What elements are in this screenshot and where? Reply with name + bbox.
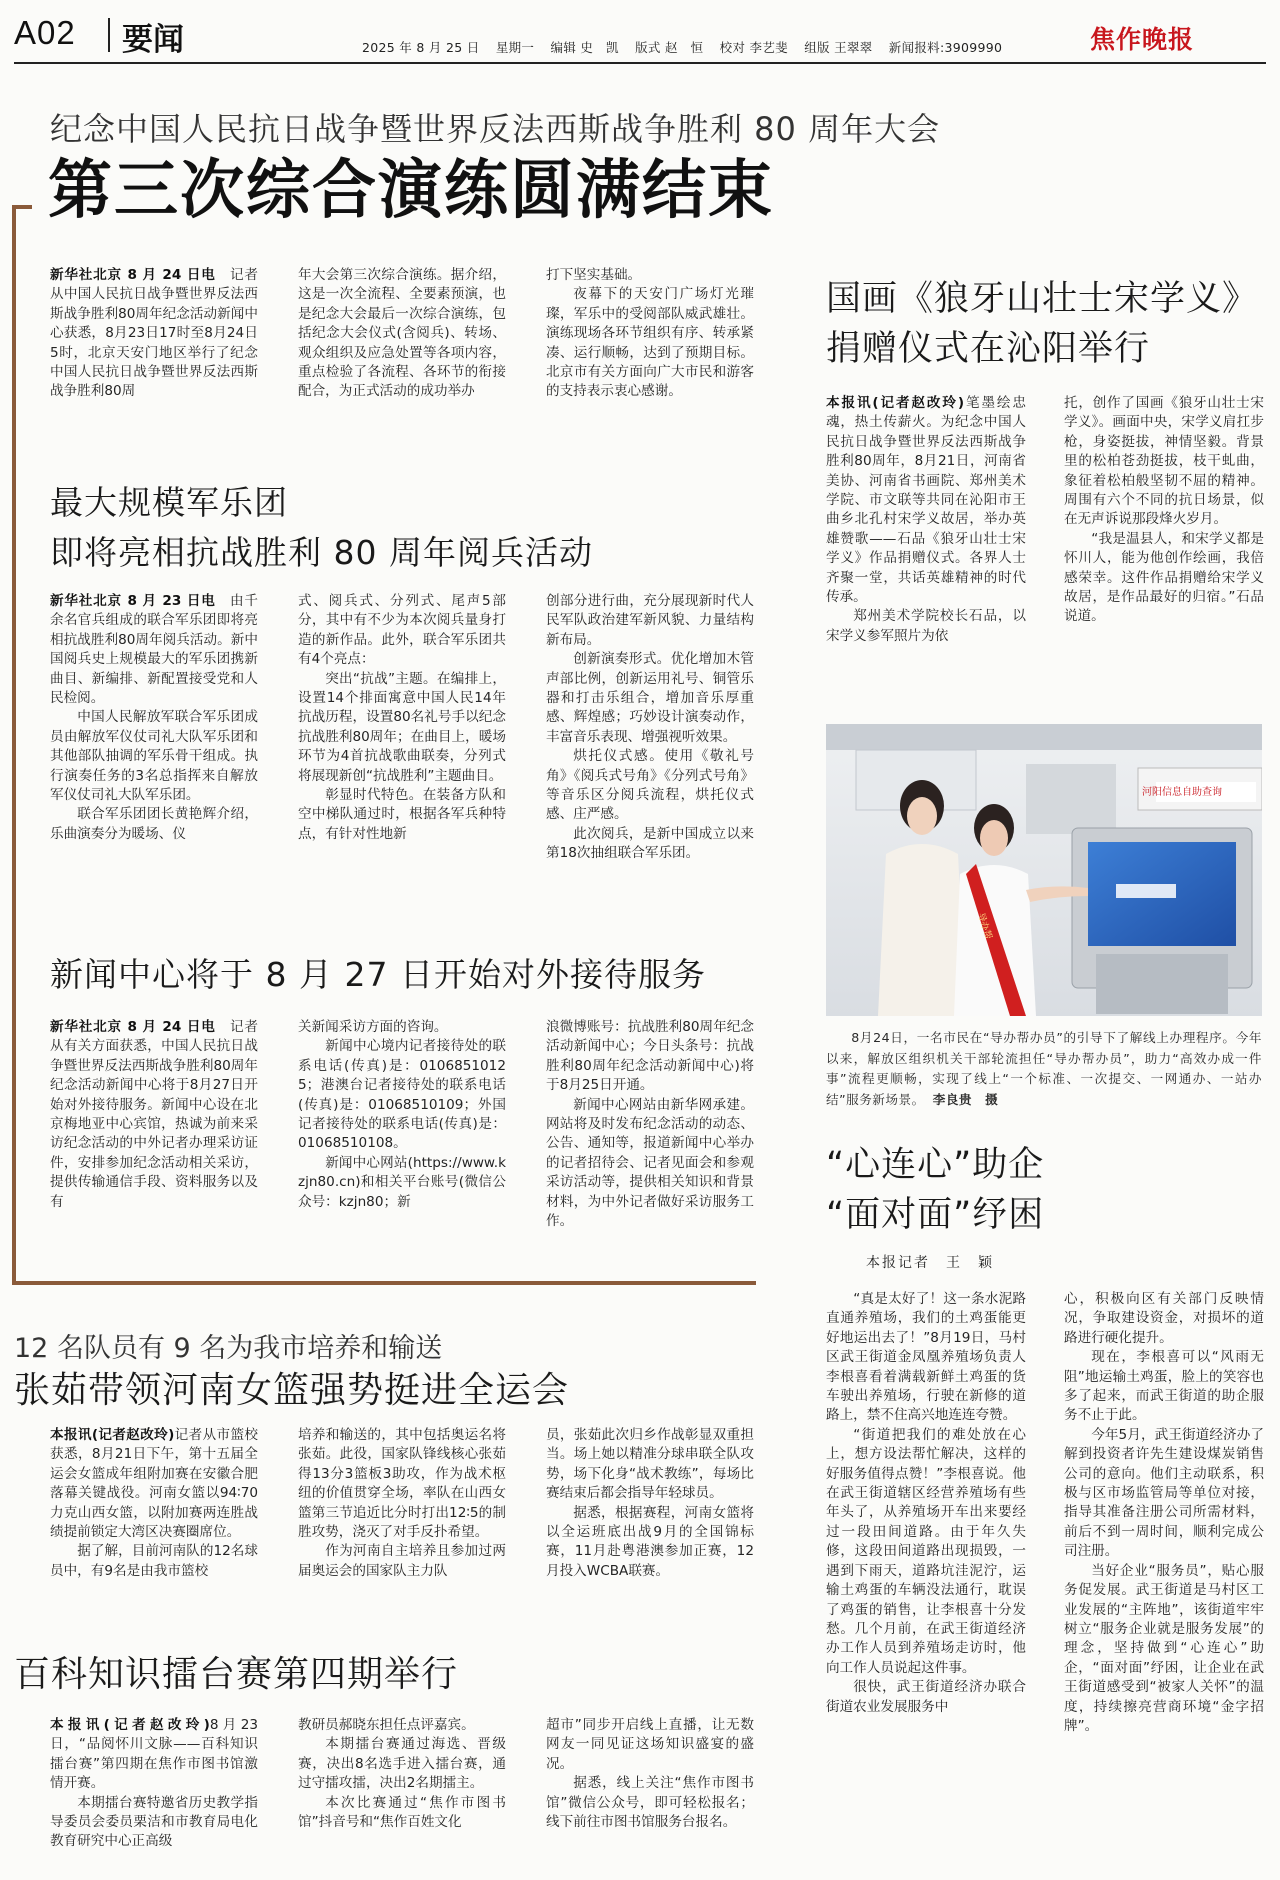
lead-kicker: 纪念中国人民抗日战争暨世界反法西斯战争胜利 80 周年大会 bbox=[50, 110, 941, 148]
band-dateline: 新华社北京 8 月 23 日电 bbox=[50, 593, 216, 609]
quiz-col3-p1: 超市”同步开启线上直播，让无数网友一同见证这场知识盛宴的盛况。 bbox=[546, 1717, 754, 1772]
basketball-col-1 bbox=[50, 1426, 258, 1581]
lead-frame-left bbox=[12, 205, 16, 1285]
press-col3-p2: 新闻中心网站由新华网承建。网站将及时发布纪念活动的动态、公告、通知等，报道新闻中心举办的记者招待会、记者见面会和参观采访活动等，提供相关知识和背景材料，为中外记者做好采访服务工作。 bbox=[546, 1096, 754, 1230]
basketball-col1-p2: 据了解，目前河南队的12名球员中，有9名是由我市篮校 bbox=[50, 1543, 258, 1579]
basketball-col-2 bbox=[298, 1426, 506, 1581]
press-col-3 bbox=[546, 1018, 754, 1231]
band-headline-2: 即将亮相抗战胜利 80 周年阅兵活动 bbox=[50, 533, 593, 572]
quiz-col1-p2: 本期擂台赛特邀省历史教学指导委员会委员栗洁和市教育局电化教育研究中心正高级 bbox=[50, 1794, 258, 1850]
band-col1-p1: 由千余名官兵组成的联合军乐团即将亮相抗战胜利80周年阅兵活动。新中国阅兵史上规模最大的军乐团携新曲目、新编排、新配置接受党和人民检阅。 bbox=[50, 593, 258, 707]
basketball-byline: 本报讯(记者赵改玲) bbox=[50, 1427, 175, 1443]
quiz-col-3 bbox=[546, 1716, 754, 1832]
band-col3-p1: 创部分进行曲，充分展现新时代人民军队政治建军新风貌、力量结构新布局。 bbox=[546, 593, 754, 648]
press-col2-p3: 新闻中心网站(https://www.kzjn80.cn)和相关平台账号(微信公众号：kzjn80；新 bbox=[298, 1154, 506, 1210]
painting-byline: 本报讯(记者赵改玲) bbox=[826, 395, 965, 411]
painting-headline-1: 国画《狼牙山壮士宋学义》 bbox=[826, 279, 1259, 319]
newspaper-logo: 焦作晚报 bbox=[1090, 25, 1195, 54]
section-title: 要闻 bbox=[122, 22, 184, 58]
band-col3-p3: 烘托仪式感。使用《敬礼号角》《阅兵式号角》《分列式号角》等音乐区分阅兵流程，烘托仪式感、庄严感。 bbox=[546, 748, 754, 823]
issue-date: 2025 年 8 月 25 日 bbox=[362, 40, 480, 55]
header-info bbox=[362, 38, 1014, 56]
quiz-col-1 bbox=[50, 1716, 258, 1852]
photo-sash-text: 导办帮 bbox=[975, 911, 994, 941]
basketball-kicker: 12 名队员有 9 名为我市培养和输送 bbox=[14, 1333, 443, 1364]
heart-col1-p3: 很快，武王街道经济办联合街道农业发展服务中 bbox=[826, 1679, 1026, 1715]
basketball-col2-p1: 培养和输送的，其中包括奥运名将张茹。此役，国家队锋线核心张茹得13分3篮板3助攻，作为战术枢纽的价值贯穿全场，率队在山西女篮第三节追近比分时打出12∶5的制胜攻势，浇灭了对手反扑希望。 bbox=[298, 1427, 506, 1541]
lead-dateline: 新华社北京 8 月 24 日电 bbox=[50, 267, 216, 283]
lead-col3-p1: 打下坚实基础。 bbox=[546, 267, 642, 283]
basketball-col3-p2: 据悉，根据赛程，河南女篮将以全运班底出战9月的全国锦标赛，11月赴粤港澳参加正赛，12月投入WCBA联赛。 bbox=[546, 1504, 754, 1579]
quiz-col1-p1: 8月23日，“品阅怀川文脉——百科知识擂台赛”第四期在焦作市图书馆激情开赛。 bbox=[50, 1717, 258, 1792]
heart-col2-p3: 今年5月，武王街道经济办了解到投资者许先生建设煤炭销售公司的意向。他们主动联系，积极与区市场监管局等单位对接，指导其准备注册公司所需材料，前后不到一周时间，顺利完成公司注册。 bbox=[1064, 1426, 1264, 1560]
heart-headline-1: “心连心”助企 bbox=[826, 1145, 1045, 1185]
lead-col2-text: 年大会第三次综合演练。据介绍，这是一次全流程、全要素预演，也是纪念大会最后一次综合演练，包括纪念大会仪式(含阅兵)、转场、观众组织及应急处置等各项内容，重点检验了各流程、各环节的衔接配合，为正式活动的成功举办 bbox=[298, 267, 506, 400]
press-col-1 bbox=[50, 1018, 258, 1212]
proofreader: 校对 李艺斐 bbox=[719, 40, 788, 55]
painting-col1-p1: 笔墨绘忠魂，热土传薪火。为纪念中国人民抗日战争暨世界反法西斯战争胜利80周年，8月21日，河南省美协、河南省书画院、郑州美术学院、市文联等共同在沁阳市王曲乡北孔村宋学义故居，举办英雄赞歌——石品《狼牙山壮士宋学义》作品捐赠仪式。各界人士齐聚一堂，共话英雄精神的时代传承。 bbox=[826, 395, 1026, 606]
photo-credit: 李良贵 摄 bbox=[932, 1091, 999, 1107]
quiz-col2-p3: 本次比赛通过“焦作市图书馆”抖音号和“焦作百姓文化 bbox=[298, 1794, 506, 1831]
band-headline-1: 最大规模军乐团 bbox=[50, 483, 288, 522]
photo-caption-text: 8月24日，一名市民在“导办帮办员”的引导下了解线上办理程序。今年以来，解放区组织机关干部轮流担任“导办帮办员”，助力“高效办成一件事”流程更顺畅，实现了线上“一个标准、一次提交、一网通办、一站办结”服务新场景。 bbox=[826, 1030, 1262, 1107]
header-separator bbox=[108, 18, 110, 52]
painting-col-2 bbox=[1064, 394, 1264, 627]
basketball-col2-p2: 作为河南自主培养且参加过两届奥运会的国家队主力队 bbox=[298, 1543, 506, 1579]
news-photo bbox=[826, 724, 1262, 1016]
heart-col2-p4: 当好企业“服务员”，贴心服务促发展。武王街道是马村区工业发展的“主阵地”，该街道牢牢树立“服务企业就是服务发展”的理念，坚持做到“心连心”助企，“面对面”纾困，让企业在武王街道感受到“被家人关怀”的温度，持续擦亮营商环境“金字招牌”。 bbox=[1064, 1562, 1264, 1734]
quiz-col3-p2: 据悉，线上关注“焦作市图书馆”微信公众号，即可轻松报名；线下前往市图书馆服务台报名。 bbox=[546, 1775, 754, 1831]
quiz-headline: 百科知识擂台赛第四期举行 bbox=[14, 1654, 459, 1695]
press-col1-text: 记者从有关方面获悉，中国人民抗日战争暨世界反法西斯战争胜利80周年纪念活动新闻中心将于8月27日开始对外接待服务。新闻中心设在北京梅地亚中心宾馆，热诚为前来采访纪念活动的中外记者办理采访证件，安排参加纪念活动相关采访，提供传输通信手段、资料服务以及有 bbox=[50, 1019, 258, 1210]
band-col3-p2: 创新演奏形式。优化增加木管声部比例，创新运用礼号、铜管乐器和打击乐组合，增加音乐厚重感、辉煌感；巧妙设计演奏动作，丰富音乐表现、增强视听效果。 bbox=[546, 651, 754, 745]
painting-col1-p2: 郑州美术学院校长石品，以宋学义参军照片为依 bbox=[826, 608, 1026, 644]
press-col3-p1: 浪微博账号：抗战胜利80周年纪念活动新闻中心；今日头条号：抗战胜利80周年纪念活动新闻中心)将于8月25日开通。 bbox=[546, 1019, 754, 1094]
lead-col-1 bbox=[50, 266, 258, 402]
quiz-byline: 本报讯(记者赵改玲) bbox=[50, 1717, 210, 1733]
weekday: 星期一 bbox=[495, 40, 535, 55]
band-col1-p2: 中国人民解放军联合军乐团成员由解放军仪仗司礼大队军乐团和其他部队抽调的军乐骨干组成。执行演奏任务的3名总指挥来自解放军仪仗司礼大队军乐团。 bbox=[50, 709, 258, 804]
lead-col3-p2: 夜幕下的天安门广场灯光璀璨，军乐中的受阅部队威武雄壮。演练现场各环节组织有序、转承紧凑、运行顺畅，达到了预期目标。北京市有关方面向广大市民和游客的支持表示衷心感谢。 bbox=[546, 286, 754, 400]
heart-col1-p2: “街道把我们的难处放在心上，想方设法帮忙解决，这样的好服务值得点赞！”李根喜说。他在武王街道辖区经营养殖场有些年头了，从养殖场开车出来要经过一段田间道路。由于年久失修，这段田间道路出现损毁，一遇到下雨天，道路坑洼泥泞，运输土鸡蛋的车辆没法通行，耽误了鸡蛋的销售，让李根喜十分发愁。几个月前，在武王街道经济办工作人员到养殖场走访时，他向工作人员说起这件事。 bbox=[826, 1426, 1026, 1676]
press-headline: 新闻中心将于 8 月 27 日开始对外接待服务 bbox=[50, 955, 706, 994]
heart-col2-p1: 心，积极向区有关部门反映情况，争取建设资金，对损坏的道路进行硬化提升。 bbox=[1064, 1291, 1264, 1346]
heart-headline-2: “面对面”纾困 bbox=[826, 1195, 1045, 1235]
quiz-col2-p1: 教研员郝晓东担任点评嘉宾。 bbox=[298, 1717, 475, 1733]
painting-col-1 bbox=[826, 394, 1026, 646]
band-col-3 bbox=[546, 592, 754, 864]
painting-col2-p2: “我是温县人，和宋学义都是怀川人，能为他创作绘画，我倍感荣幸。这件作品捐赠给宋学义故居，是作品最好的归宿。”石品说道。 bbox=[1064, 530, 1264, 625]
lead-col-2 bbox=[298, 266, 506, 402]
press-col-2 bbox=[298, 1018, 506, 1212]
band-col2-p1: 式、阅兵式、分列式、尾声5部分，其中有不少为本次阅兵量身打造的新作品。此外，联合军乐团共有4个亮点： bbox=[298, 593, 506, 668]
painting-headline-2: 捐赠仪式在沁阳举行 bbox=[826, 329, 1151, 369]
band-col-2 bbox=[298, 592, 506, 844]
editor: 编辑 史 凯 bbox=[550, 40, 619, 55]
lead-frame-bottom bbox=[12, 1281, 756, 1285]
photo-screen-text: 河阳信息自助查询 bbox=[1142, 787, 1222, 798]
lead-col1-text: 记者从中国人民抗日战争暨世界反法西斯战争胜利80周年纪念活动新闻中心获悉，8月23日17时至8月24日5时，北京天安门地区举行了纪念中国人民抗日战争暨世界反法西斯战争胜利80周 bbox=[50, 267, 258, 400]
quiz-col-2 bbox=[298, 1716, 506, 1832]
band-col2-p2: 突出“抗战”主题。在编排上，设置14个排面寓意中国人民14年抗战历程，设置80名礼号手以纪念抗战胜利80周年；在曲目上，暖场环节为4首抗战歌曲联奏，分列式将展现新创“抗战胜利”主题曲目。 bbox=[298, 670, 506, 784]
band-col1-p3: 联合军乐团团长黄艳辉介绍，乐曲演奏分为暖场、仪 bbox=[50, 806, 258, 842]
basketball-headline: 张茹带领河南女篮强势挺进全运会 bbox=[14, 1370, 570, 1411]
lead-headline: 第三次综合演练圆满结束 bbox=[48, 154, 774, 228]
basketball-col1-p1: 记者从市篮校获悉，8月21日下午，第十五届全运会女篮成年组附加赛在安徽合肥落幕关键战役。河南女篮以94∶70力克山西女篮，以附加赛两连胜战绩提前锁定大湾区决赛圈席位。 bbox=[50, 1427, 258, 1541]
lead-col-3 bbox=[546, 266, 754, 402]
band-col3-p4: 此次阅兵，是新中国成立以来第18次抽组联合军乐团。 bbox=[546, 825, 754, 862]
photo-caption bbox=[826, 1028, 1262, 1110]
heart-col1-p1: “真是太好了！这一条水泥路直通养殖场，我们的土鸡蛋能更好地运出去了！”8月19日，马村区武王街道金凤凰养殖场负责人李根喜看着满载新鲜土鸡蛋的货车驶出养殖场，行驶在新修的道路上，禁不住高兴地连连夸赞。 bbox=[826, 1291, 1026, 1424]
heart-col-2 bbox=[1064, 1290, 1264, 1736]
basketball-col-3 bbox=[546, 1426, 754, 1581]
header-rule bbox=[14, 62, 1266, 64]
heart-col2-p2: 现在，李根喜可以“风雨无阻”地运输土鸡蛋，脸上的笑容也多了起来，而武王街道的助企服务不止于此。 bbox=[1064, 1349, 1264, 1424]
heart-col-1 bbox=[826, 1290, 1026, 1717]
press-dateline: 新华社北京 8 月 24 日电 bbox=[50, 1019, 216, 1035]
news-hotline: 新闻报料:3909990 bbox=[888, 40, 1003, 55]
page-number: A02 bbox=[14, 14, 76, 51]
basketball-col3-p1: 员，张茹此次归乡作战彰显双重担当。场上她以精准分球串联全队攻势，场下化身“战术教练”，每场比赛结束后都会指导年轻球员。 bbox=[546, 1427, 754, 1502]
quiz-col2-p2: 本期擂台赛通过海选、晋级赛，决出8名选手进入擂台赛，通过守擂攻擂，决出2名期擂主。 bbox=[298, 1736, 506, 1792]
press-col2-p2: 新闻中心境内记者接待处的联系电话(传真)是：01068510125；港澳台记者接待处的联系电话(传真)是：01068510109；外国记者接待处的联系电话(传真)是：01068510108。 bbox=[298, 1038, 506, 1152]
heart-byline: 本报记者 王 颖 bbox=[866, 1255, 994, 1271]
band-col-1 bbox=[50, 592, 258, 844]
typesetter: 组版 王翠翠 bbox=[804, 40, 873, 55]
band-col2-p3: 彰显时代特色。在装备方队和空中梯队通过时，根据各军兵种特点，有针对性地新 bbox=[298, 787, 506, 842]
painting-col2-p1: 托，创作了国画《狼牙山壮士宋学义》。画面中央，宋学义肩扛步枪，身姿挺拔，神情坚毅。背景里的松柏苍劲挺拔，枝干虬曲，象征着松柏般坚韧不屈的精神。周围有六个不同的抗日场景，似在无声诉说那段烽火岁月。 bbox=[1064, 395, 1264, 528]
press-col2-p1: 关新闻采访方面的咨询。 bbox=[298, 1019, 448, 1035]
layout-credit: 版式 赵 恒 bbox=[635, 40, 704, 55]
